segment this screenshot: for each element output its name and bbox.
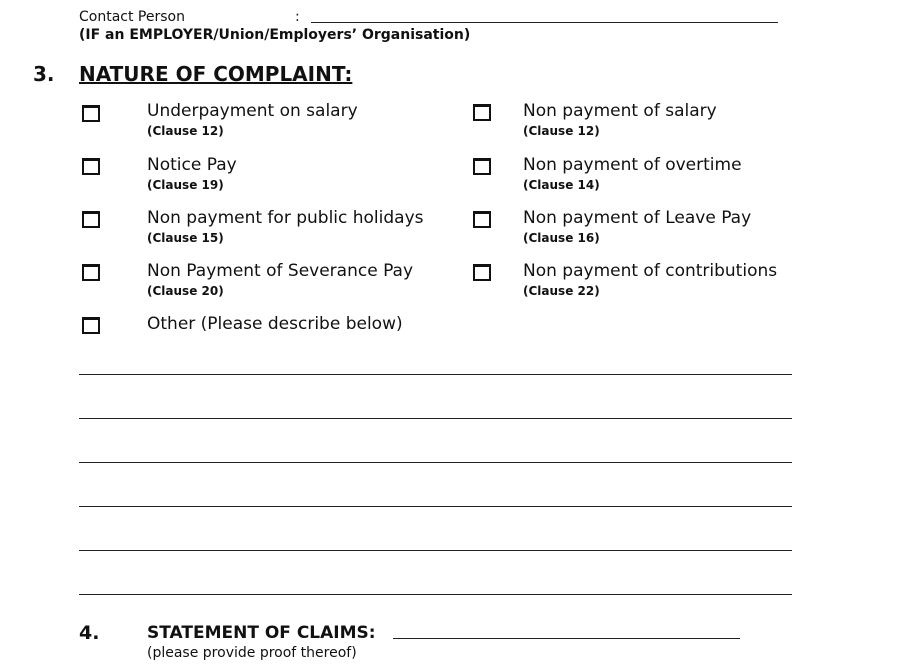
option-label: Non Payment of Severance Pay xyxy=(147,261,414,281)
option-clause: (Clause 19) xyxy=(147,178,224,192)
option-clause: (Clause 16) xyxy=(523,231,600,245)
option-label: Underpayment on salary xyxy=(147,101,358,121)
checkbox-notice-pay[interactable] xyxy=(82,158,100,175)
section-4-note: (please provide proof thereof) xyxy=(147,645,357,661)
description-line[interactable] xyxy=(79,374,792,375)
description-line[interactable] xyxy=(79,462,792,463)
section-3-number: 3. xyxy=(33,62,55,86)
contact-person-field[interactable] xyxy=(311,22,778,23)
checkbox-severance-pay[interactable] xyxy=(82,264,100,281)
section-4-number: 4. xyxy=(79,622,100,644)
checkbox-contributions[interactable] xyxy=(473,264,491,281)
contact-person-note: (IF an EMPLOYER/Union/Employers’ Organisation) xyxy=(79,27,471,43)
option-clause: (Clause 20) xyxy=(147,284,224,298)
description-line[interactable] xyxy=(79,418,792,419)
option-label: Non payment for public holidays xyxy=(147,208,424,228)
option-clause: (Clause 14) xyxy=(523,178,600,192)
contact-person-label: Contact Person xyxy=(79,9,185,25)
checkbox-leave-pay[interactable] xyxy=(473,211,491,228)
checkbox-other[interactable] xyxy=(82,317,100,334)
option-clause: (Clause 12) xyxy=(523,124,600,138)
section-4-title: STATEMENT OF CLAIMS: xyxy=(147,623,376,643)
option-label: Non payment of contributions xyxy=(523,261,778,281)
section-3-title: NATURE OF COMPLAINT: xyxy=(79,62,353,86)
description-line[interactable] xyxy=(79,550,792,551)
checkbox-underpayment-salary[interactable] xyxy=(82,105,100,122)
option-label: Notice Pay xyxy=(147,155,237,175)
checkbox-public-holidays[interactable] xyxy=(82,211,100,228)
option-label: Non payment of salary xyxy=(523,101,717,121)
statement-of-claims-field[interactable] xyxy=(393,638,740,639)
description-line[interactable] xyxy=(79,506,792,507)
checkbox-non-payment-salary[interactable] xyxy=(473,104,491,121)
option-label: Other (Please describe below) xyxy=(147,314,403,334)
option-label: Non payment of overtime xyxy=(523,155,742,175)
description-line[interactable] xyxy=(79,594,792,595)
checkbox-overtime[interactable] xyxy=(473,158,491,175)
option-clause: (Clause 15) xyxy=(147,231,224,245)
contact-person-colon: : xyxy=(295,9,300,25)
option-label: Non payment of Leave Pay xyxy=(523,208,752,228)
option-clause: (Clause 12) xyxy=(147,124,224,138)
option-clause: (Clause 22) xyxy=(523,284,600,298)
